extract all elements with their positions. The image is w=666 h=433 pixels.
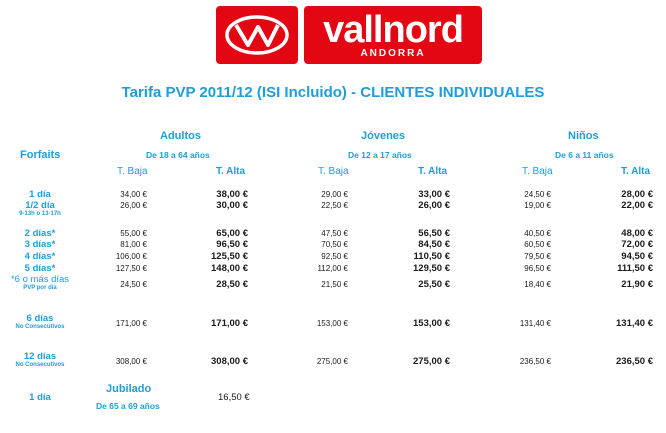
price-cell: 65,00 € bbox=[216, 228, 248, 239]
row-label-text: 1 día bbox=[29, 392, 51, 403]
price-cell: 275,00 € bbox=[413, 356, 450, 367]
row-sublabel: 9-13h o 13-17h bbox=[19, 211, 61, 217]
price-cell: 22,00 € bbox=[621, 200, 653, 211]
price-cell: 47,50 € bbox=[321, 229, 348, 238]
row-label-text: 3 días* bbox=[24, 239, 56, 250]
price-cell: 131,40 € bbox=[616, 318, 653, 329]
row-label-text: 6 días bbox=[26, 313, 54, 324]
price-cell: 56,50 € bbox=[418, 228, 450, 239]
col-baja-jovenes: T. Baja bbox=[318, 166, 349, 177]
price-cell: 24,50 € bbox=[524, 190, 551, 199]
price-cell: 40,50 € bbox=[524, 229, 551, 238]
col-alta-adultos: T. Alta bbox=[216, 166, 246, 177]
forfaits-heading: Forfaits bbox=[20, 149, 61, 161]
jubilado-price: 16,50 € bbox=[218, 392, 250, 403]
price-cell: 148,00 € bbox=[211, 263, 248, 274]
price-cell: 84,50 € bbox=[418, 239, 450, 250]
group-ages-adultos: De 18 a 64 años bbox=[146, 150, 210, 160]
price-cell: 18,40 € bbox=[524, 280, 551, 289]
row-label-text: 5 días* bbox=[24, 263, 56, 274]
price-cell: 55,00 € bbox=[120, 229, 147, 238]
logo-wordmark bbox=[304, 6, 482, 64]
price-cell: 26,00 € bbox=[120, 201, 147, 210]
price-cell: 96,50 € bbox=[216, 239, 248, 250]
row-label-text: 12 días bbox=[23, 351, 57, 362]
price-cell: 24,50 € bbox=[120, 280, 147, 289]
jubilado-ages: De 65 a 69 años bbox=[96, 401, 160, 411]
row-label-text: *6 o más días bbox=[10, 274, 70, 285]
col-baja-ninos: T. Baja bbox=[522, 166, 553, 177]
price-cell: 70,50 € bbox=[321, 240, 348, 249]
price-cell: 21,90 € bbox=[621, 279, 653, 290]
row-label-text: 1/2 día bbox=[25, 200, 55, 211]
price-cell: 129,50 € bbox=[413, 263, 450, 274]
price-cell: 236,50 € bbox=[616, 356, 653, 367]
col-alta-jovenes: T. Alta bbox=[418, 166, 448, 177]
logo-brand: vallnord bbox=[323, 8, 463, 51]
price-cell: 33,00 € bbox=[418, 189, 450, 200]
price-cell: 171,00 € bbox=[115, 319, 147, 328]
row-sublabel: No Consecutivos bbox=[15, 324, 65, 330]
price-cell: 111,50 € bbox=[617, 263, 653, 274]
logo-subtitle: ANDORRA bbox=[360, 47, 426, 59]
price-cell: 127,50 € bbox=[115, 264, 147, 273]
page-title: Tarifa PVP 2011/12 (ISI Incluido) - CLIENTES INDIVIDUALES bbox=[121, 84, 545, 101]
price-cell: 112,00 € bbox=[317, 264, 348, 273]
price-cell: 131,40 € bbox=[519, 319, 551, 328]
group-ages-jovenes: De 12 a 17 años bbox=[348, 150, 412, 160]
vallnord-logo bbox=[216, 6, 482, 64]
price-cell: 171,00 € bbox=[211, 318, 248, 329]
price-cell: 22,50 € bbox=[321, 201, 348, 210]
price-cell: 110,50 € bbox=[413, 251, 450, 262]
group-name-ninos: Niños bbox=[568, 130, 599, 142]
row-label-jubilado-dia bbox=[0, 392, 80, 403]
price-cell: 79,50 € bbox=[524, 252, 551, 261]
price-cell: 81,00 € bbox=[120, 240, 147, 249]
price-cell: 60,50 € bbox=[524, 240, 551, 249]
price-cell: 28,50 € bbox=[216, 279, 248, 290]
price-cell: 28,00 € bbox=[621, 189, 653, 200]
price-cell: 236,50 € bbox=[519, 357, 551, 366]
price-cell: 21,50 € bbox=[321, 280, 348, 289]
price-cell: 153,00 € bbox=[316, 319, 348, 328]
price-cell: 308,00 € bbox=[115, 357, 147, 366]
group-name-jovenes: Jóvenes bbox=[361, 130, 406, 142]
price-cell: 48,00 € bbox=[621, 228, 653, 239]
price-cell: 125,50 € bbox=[211, 251, 248, 262]
price-cell: 26,00 € bbox=[418, 200, 450, 211]
col-alta-ninos: T. Alta bbox=[621, 166, 651, 177]
price-cell: 29,00 € bbox=[321, 190, 348, 199]
price-cell: 34,00 € bbox=[120, 190, 147, 199]
row-sublabel: No Consecutivos bbox=[15, 362, 65, 368]
price-cell: 19,00 € bbox=[524, 201, 551, 210]
price-cell: 25,50 € bbox=[418, 279, 450, 290]
price-cell: 38,00 € bbox=[216, 189, 248, 200]
price-cell: 106,00 € bbox=[115, 252, 147, 261]
price-cell: 275,00 € bbox=[316, 357, 348, 366]
price-cell: 94,50 € bbox=[621, 251, 653, 262]
row-label-text: 2 días* bbox=[24, 228, 56, 239]
price-cell: 153,00 € bbox=[413, 318, 450, 329]
row-label-text: 4 días* bbox=[24, 251, 56, 262]
col-baja-adultos: T. Baja bbox=[117, 166, 148, 177]
price-cell: 96,50 € bbox=[524, 264, 551, 273]
price-cell: 308,00 € bbox=[211, 356, 248, 367]
group-name-adultos: Adultos bbox=[160, 130, 201, 142]
row-sublabel: PVP por día bbox=[23, 285, 57, 291]
group-ages-ninos: De 6 a 11 años bbox=[555, 150, 614, 160]
jubilado-group: Jubilado bbox=[106, 383, 152, 395]
vallnord-emblem-icon bbox=[216, 6, 298, 64]
row-label-text: 1 día bbox=[29, 189, 51, 200]
price-cell: 30,00 € bbox=[216, 200, 248, 211]
price-cell: 72,00 € bbox=[621, 239, 653, 250]
price-cell: 92,50 € bbox=[321, 252, 348, 261]
